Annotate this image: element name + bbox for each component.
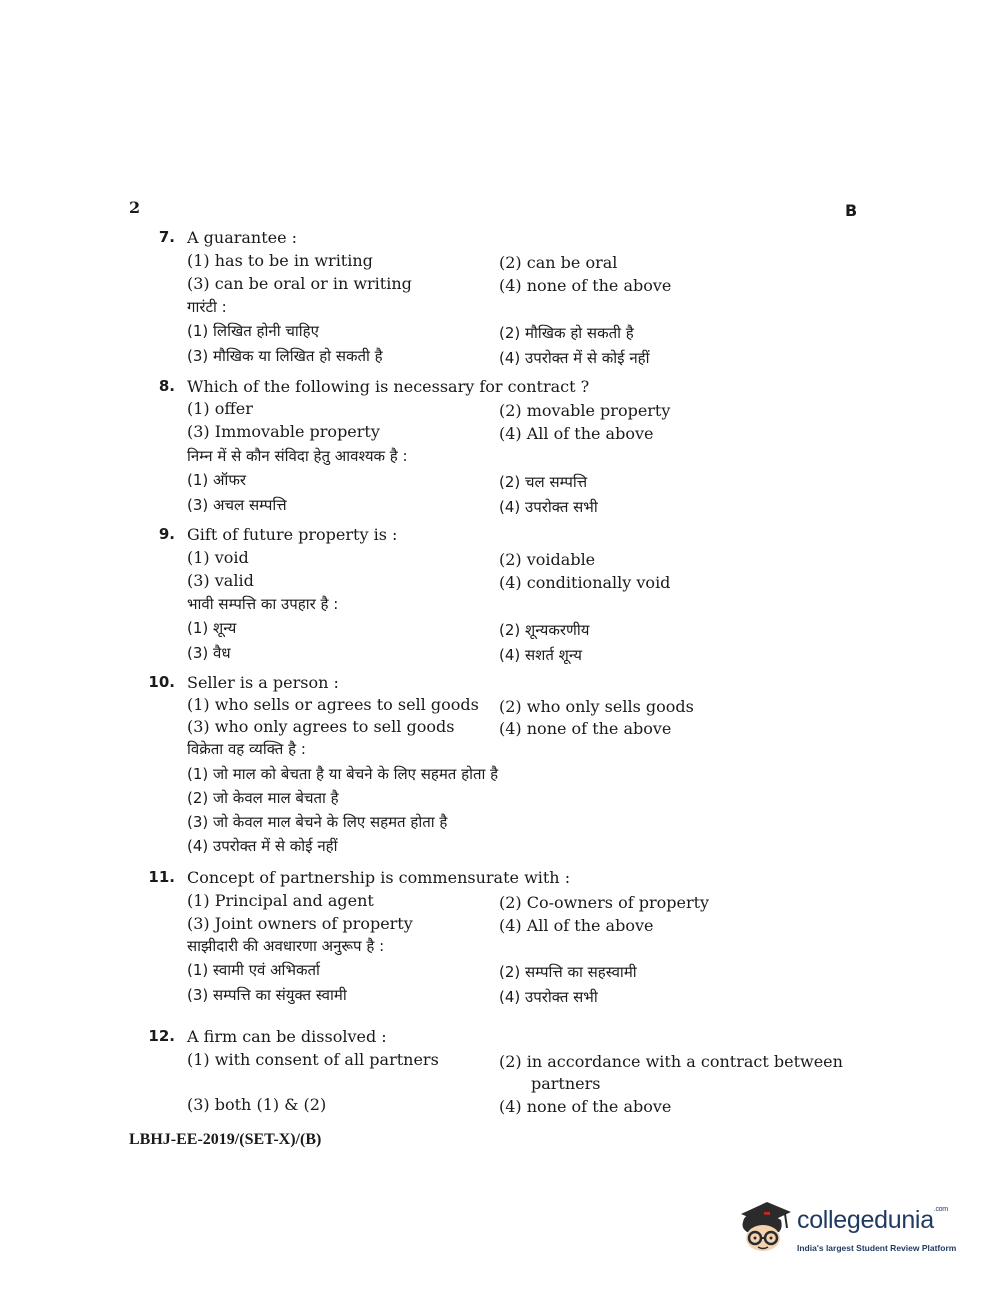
logo-name: collegedunia (797, 1206, 934, 1234)
question-stem-en: A firm can be dissolved : (187, 1027, 387, 1046)
option-3-hi: (3) वैध (187, 644, 231, 662)
option-3-hi: (3) जो केवल माल बेचने के लिए सहमत होता है (187, 813, 448, 831)
option-1-hi: (1) जो माल को बेचता है या बेचने के लिए सहमत होता है (187, 765, 499, 783)
option-3-hi: (3) मौखिक या लिखित हो सकती है (187, 347, 383, 365)
option-4-en: (4) conditionally void (499, 573, 671, 592)
question-stem-en: Seller is a person : (187, 673, 339, 692)
option-2-en: (2) who only sells goods (499, 697, 694, 716)
option-2-hi: (2) जो केवल माल बेचता है (187, 789, 339, 807)
option-2-en: (2) movable property (499, 401, 671, 420)
option-4-en: (4) All of the above (499, 424, 654, 443)
option-3-en: (3) both (1) & (2) (187, 1095, 327, 1114)
question-number: 7. (158, 228, 175, 246)
option-2-hi: (2) शून्यकरणीय (499, 621, 590, 639)
option-2-en: (2) voidable (499, 550, 596, 569)
option-4-en: (4) none of the above (499, 276, 672, 295)
option-1-hi: (1) लिखित होनी चाहिए (187, 322, 319, 340)
option-4-hi: (4) उपरोक्त में से कोई नहीं (187, 837, 338, 855)
option-3-en: (3) who only agrees to sell goods (187, 717, 455, 736)
option-3-en: (3) valid (187, 571, 254, 590)
option-1-hi: (1) ऑफर (187, 471, 247, 489)
option-1-en: (1) Principal and agent (187, 891, 374, 910)
option-2-hi: (2) सम्पत्ति का सहस्वामी (499, 963, 637, 981)
option-4-hi: (4) सशर्त शून्य (499, 646, 582, 664)
question-number: 11. (148, 868, 175, 886)
option-4-en: (4) none of the above (499, 719, 672, 738)
option-4-hi: (4) उपरोक्त में से कोई नहीं (499, 349, 650, 367)
question-stem-hi: विक्रेता वह व्यक्ति है : (187, 740, 306, 758)
question-stem-hi: साझीदारी की अवधारणा अनुरूप है : (187, 937, 385, 955)
question-stem-en: Gift of future property is : (187, 525, 398, 544)
collegedunia-logo (735, 1198, 965, 1258)
option-4-hi: (4) उपरोक्त सभी (499, 988, 598, 1006)
question-stem-en: A guarantee : (187, 228, 298, 247)
option-2-hi: (2) मौखिक हो सकती है (499, 324, 634, 342)
option-1-hi: (1) शून्य (187, 619, 237, 637)
question-stem-en: Concept of partnership is commensurate with : (187, 868, 571, 887)
option-3-en: (3) Joint owners of property (187, 914, 413, 933)
option-4-en: (4) All of the above (499, 916, 654, 935)
option-2-en: (2) Co-owners of property (499, 893, 710, 912)
option-1-en: (1) has to be in writing (187, 251, 373, 270)
paper-code: LBHJ-EE-2019/(SET-X)/(B) (129, 1131, 322, 1148)
page-number: 2 (129, 198, 141, 217)
question-number: 9. (158, 525, 175, 543)
option-3-en: (3) Immovable property (187, 422, 380, 441)
question-stem-en: Which of the following is necessary for contract ? (187, 377, 590, 396)
question-number: 10. (148, 673, 175, 691)
mascot-icon (735, 1198, 795, 1256)
option-3-hi: (3) अचल सम्पत्ति (187, 496, 287, 514)
option-1-en: (1) void (187, 548, 249, 567)
question-stem-hi: गारंटी : (187, 298, 227, 316)
logo-wordmark (797, 1206, 948, 1235)
question-number: 8. (158, 377, 175, 395)
question-stem-hi: निम्न में से कौन संविदा हेतु आवश्यक है : (187, 447, 408, 465)
option-4-hi: (4) उपरोक्त सभी (499, 498, 598, 516)
option-2-en: (2) in accordance with a contract between (499, 1052, 843, 1071)
option-3-hi: (3) सम्पत्ति का संयुक्त स्वामी (187, 986, 347, 1004)
option-1-hi: (1) स्वामी एवं अभिकर्ता (187, 961, 320, 979)
set-letter: B (845, 201, 858, 220)
option-1-en: (1) who sells or agrees to sell goods (187, 695, 479, 714)
logo-tagline: India's largest Student Review Platform (797, 1243, 957, 1253)
option-1-en: (1) offer (187, 399, 253, 418)
option-3-en: (3) can be oral or in writing (187, 274, 412, 293)
option-2-en-continued: partners (531, 1074, 601, 1093)
option-2-en: (2) can be oral (499, 253, 618, 272)
option-1-en: (1) with consent of all partners (187, 1050, 439, 1069)
question-stem-hi: भावी सम्पत्ति का उपहार है : (187, 595, 339, 613)
logo-tld: .com (933, 1206, 948, 1213)
option-2-hi: (2) चल सम्पत्ति (499, 473, 588, 491)
option-4-en: (4) none of the above (499, 1097, 672, 1116)
question-number: 12. (148, 1027, 175, 1045)
